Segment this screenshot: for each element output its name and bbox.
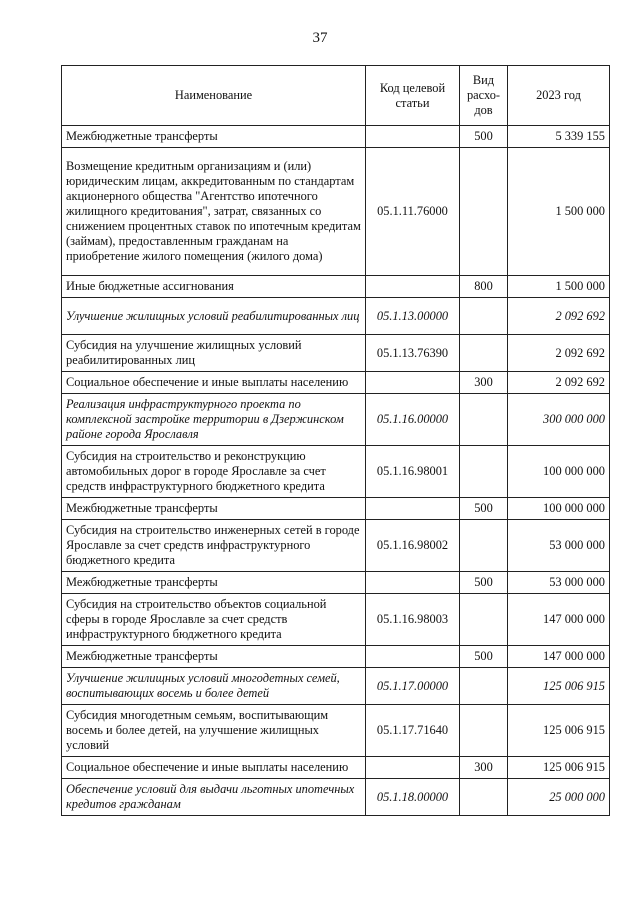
row-amount: 53 000 000 [508, 572, 610, 594]
row-name: Субсидия на строительство инженерных сетей в городе Ярославле за счет средств инфраструктурного бюджетного кредита [62, 520, 366, 572]
row-name: Субсидия на строительство объектов социальной сферы в городе Ярославле за счет средств инфраструктурного бюджетного кредита [62, 594, 366, 646]
table-row [62, 394, 610, 446]
row-name: Субсидия на улучшение жилищных условий реабилитированных лиц [62, 335, 366, 372]
row-amount: 125 006 915 [508, 668, 610, 705]
table-body [62, 126, 610, 816]
table-row [62, 668, 610, 705]
row-code: 05.1.17.71640 [366, 705, 460, 757]
row-code: 05.1.16.00000 [366, 394, 460, 446]
row-type: 500 [460, 498, 508, 520]
table-row [62, 520, 610, 572]
row-name: Межбюджетные трансферты [62, 126, 366, 148]
row-amount: 2 092 692 [508, 298, 610, 335]
row-name: Иные бюджетные ассигнования [62, 276, 366, 298]
table-header-row [62, 66, 610, 126]
table-row [62, 705, 610, 757]
row-type [460, 705, 508, 757]
row-amount: 100 000 000 [508, 498, 610, 520]
table-row [62, 372, 610, 394]
row-code: 05.1.16.98002 [366, 520, 460, 572]
row-type [460, 335, 508, 372]
row-type [460, 520, 508, 572]
row-amount: 53 000 000 [508, 520, 610, 572]
row-amount: 25 000 000 [508, 779, 610, 816]
row-name: Возмещение кредитным организациям и (или) юридическим лицам, аккредитованным по стандартам акционерного общества "Агентство ипотечного жилищного кредитования", затрат, связанных со снижением процентных ставок по ипотечным кредитам (займам), предоставленным гражданам на приобретение жилого помещения (жилого дома) [62, 148, 366, 276]
row-code: 05.1.18.00000 [366, 779, 460, 816]
row-amount: 2 092 692 [508, 372, 610, 394]
row-type [460, 594, 508, 646]
row-amount: 1 500 000 [508, 276, 610, 298]
table-row [62, 148, 610, 276]
header-year: 2023 год [508, 66, 610, 126]
row-type: 500 [460, 126, 508, 148]
row-name: Реализация инфраструктурного проекта по комплексной застройке территории в Дзержинском районе города Ярославля [62, 394, 366, 446]
row-name: Межбюджетные трансферты [62, 498, 366, 520]
row-code: 05.1.11.76000 [366, 148, 460, 276]
row-type [460, 298, 508, 335]
row-code [366, 126, 460, 148]
budget-table [61, 65, 610, 816]
header-code: Код целевой статьи [366, 66, 460, 126]
header-type: Вид расхо-дов [460, 66, 508, 126]
table-row [62, 779, 610, 816]
row-amount: 125 006 915 [508, 757, 610, 779]
table-row [62, 276, 610, 298]
row-code [366, 757, 460, 779]
row-type: 800 [460, 276, 508, 298]
row-code [366, 276, 460, 298]
row-code: 05.1.16.98003 [366, 594, 460, 646]
row-code [366, 646, 460, 668]
table-row [62, 572, 610, 594]
row-name: Межбюджетные трансферты [62, 572, 366, 594]
row-type: 500 [460, 572, 508, 594]
row-type [460, 779, 508, 816]
row-type: 300 [460, 757, 508, 779]
row-name: Улучшение жилищных условий реабилитированных лиц [62, 298, 366, 335]
table-row [62, 335, 610, 372]
row-name: Субсидия на строительство и реконструкцию автомобильных дорог в городе Ярославле за счет средств инфраструктурного бюджетного кредита [62, 446, 366, 498]
row-name: Межбюджетные трансферты [62, 646, 366, 668]
row-code [366, 372, 460, 394]
table-row [62, 757, 610, 779]
row-name: Обеспечение условий для выдачи льготных ипотечных кредитов гражданам [62, 779, 366, 816]
row-type [460, 668, 508, 705]
row-name: Социальное обеспечение и иные выплаты населению [62, 372, 366, 394]
row-amount: 5 339 155 [508, 126, 610, 148]
table-row [62, 446, 610, 498]
table-row [62, 498, 610, 520]
row-name: Субсидия многодетным семьям, воспитывающим восемь и более детей, на улучшение жилищных условий [62, 705, 366, 757]
row-amount: 125 006 915 [508, 705, 610, 757]
row-amount: 100 000 000 [508, 446, 610, 498]
row-type: 500 [460, 646, 508, 668]
row-amount: 147 000 000 [508, 594, 610, 646]
row-amount: 147 000 000 [508, 646, 610, 668]
row-name: Социальное обеспечение и иные выплаты населению [62, 757, 366, 779]
row-code: 05.1.16.98001 [366, 446, 460, 498]
row-code [366, 572, 460, 594]
table-row [62, 126, 610, 148]
table-row [62, 594, 610, 646]
row-amount: 2 092 692 [508, 335, 610, 372]
row-code: 05.1.17.00000 [366, 668, 460, 705]
row-amount: 300 000 000 [508, 394, 610, 446]
table-row [62, 646, 610, 668]
row-type [460, 446, 508, 498]
row-amount: 1 500 000 [508, 148, 610, 276]
table-row [62, 298, 610, 335]
header-name: Наименование [62, 66, 366, 126]
page-number: 37 [312, 30, 328, 46]
row-code [366, 498, 460, 520]
row-name: Улучшение жилищных условий многодетных семей, воспитывающих восемь и более детей [62, 668, 366, 705]
row-type: 300 [460, 372, 508, 394]
row-code: 05.1.13.76390 [366, 335, 460, 372]
row-type [460, 148, 508, 276]
row-type [460, 394, 508, 446]
row-code: 05.1.13.00000 [366, 298, 460, 335]
